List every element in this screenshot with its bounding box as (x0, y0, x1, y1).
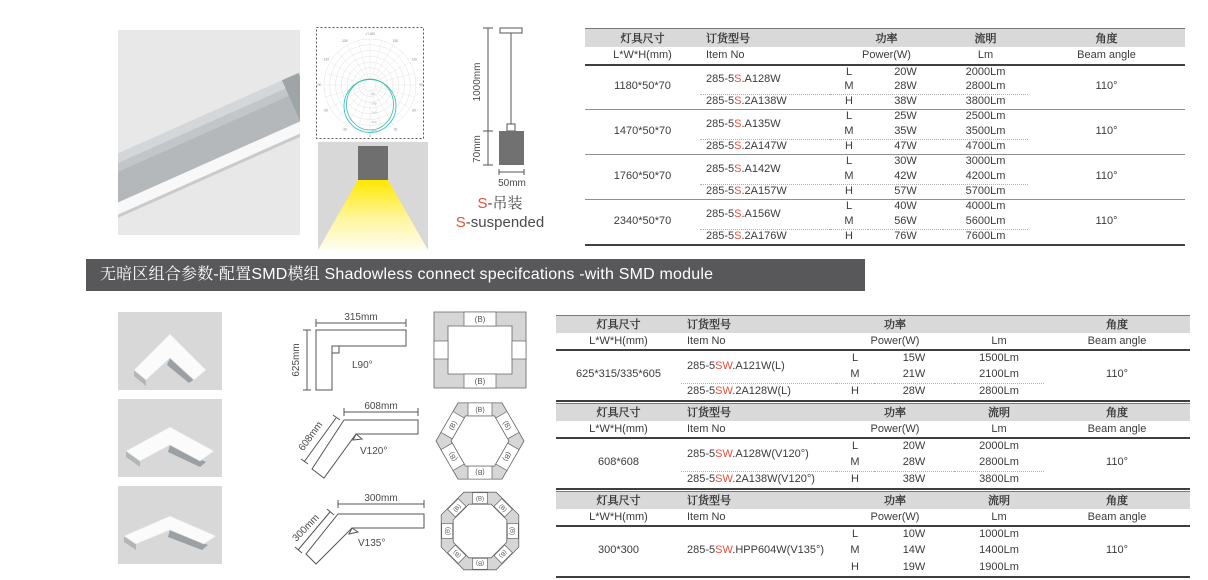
header-dim-en: L*W*H(mm) (556, 333, 681, 350)
item-no-part: 285-5 (706, 185, 735, 198)
item-no-cell (700, 65, 830, 95)
ring-segment (496, 443, 519, 470)
dimension-cell: 1470*50*70 (585, 110, 700, 155)
polar-angle-label: 120 (411, 57, 418, 62)
header-lumen-en: Lm (943, 47, 1028, 65)
item-no-cell (700, 230, 830, 245)
item-no-cell (700, 110, 830, 140)
segment-label: (B) (501, 450, 512, 463)
beam-angle-cell: 110° (1028, 110, 1185, 155)
mode-cell: M (850, 544, 860, 557)
beam-photo (318, 142, 428, 250)
polar-value-label: 240 (371, 110, 377, 115)
layout-diagram-square (428, 307, 532, 393)
header-item-cn: 订货型号 (681, 316, 836, 333)
ring-segment (496, 412, 519, 439)
polar-angle-label: 90 (419, 83, 423, 88)
lumen-cell: 2000Lm (979, 439, 1019, 452)
lumen-cell: 5700Lm (943, 185, 1028, 200)
header-power-cn: 功率 (836, 316, 954, 333)
polar-angle-label: 0 (369, 134, 371, 139)
mode-cell: M (844, 214, 854, 227)
mode-cell: H (830, 230, 868, 245)
item-no-part: 285-5 (706, 140, 735, 153)
segment-label: (B) (497, 503, 508, 514)
ring-segment (442, 524, 453, 539)
suspension-diagram (438, 20, 562, 192)
polar-angle-label: -120 (322, 57, 330, 62)
item-no-part: 285-5 (706, 95, 735, 108)
spec-table (585, 28, 1185, 246)
header-angle-cn: 角度 (1044, 316, 1190, 333)
item-no-part: .A128W (741, 72, 781, 85)
polar-angle-label: 60 (412, 108, 417, 113)
power-cell: 25W (868, 110, 943, 125)
item-no-cell (681, 384, 836, 401)
header-item-en: Item No (681, 333, 836, 350)
item-no-part: 285-5 (706, 207, 735, 220)
power-cell: 28W (902, 455, 926, 468)
connector-diagram-l90 (286, 310, 418, 398)
item-no-part: .2A176W (741, 229, 787, 242)
item-no-cell (700, 155, 830, 185)
power-cell: 57W (868, 185, 943, 200)
header-angle-cn: 角度 (1044, 404, 1190, 421)
dim-1000mm: 1000mm (472, 62, 483, 102)
item-no-part: 285-5 (706, 72, 735, 85)
mode-cell: L (845, 65, 853, 78)
caption-red-letter: S (455, 214, 466, 231)
polar-angle-label: -/+180 (365, 32, 375, 37)
spec-table-v135 (556, 491, 1190, 578)
header-dim-en: L*W*H(mm) (556, 421, 681, 438)
header-lumen-en: Lm (954, 333, 1044, 350)
ring-segment (473, 493, 488, 504)
lumen-cell: 1000Lm (979, 527, 1019, 540)
power-cell: 28W (894, 79, 917, 92)
lumen-cell: 3800Lm (954, 472, 1044, 489)
table-row (585, 200, 1185, 215)
polar-angle-label: 30 (393, 127, 398, 132)
power-cell: 56W (894, 214, 917, 227)
polar-angle-label: -30 (342, 127, 347, 132)
power-cell: 40W (868, 200, 943, 215)
segment-label: (B) (474, 377, 486, 386)
caption-red-letter: S (477, 195, 488, 212)
dim-label: 608mm (296, 419, 326, 454)
polar-value-label: 160 (371, 101, 377, 106)
lumen-cell: 3500Lm (965, 124, 1006, 137)
mode-cell: H (830, 95, 868, 110)
polar-value-label: 80 (371, 92, 375, 97)
item-no-cell (700, 140, 830, 155)
item-no-part: .2A157W (741, 185, 787, 198)
table-row (556, 350, 1190, 367)
power-cell: 35W (894, 124, 917, 137)
item-no-part: .A135W (741, 117, 781, 130)
item-no-part: SW (715, 447, 733, 460)
item-no-part: S (734, 72, 742, 85)
mode-cell: L (830, 155, 868, 170)
item-no-part: .2A138W (741, 95, 787, 108)
dim-label: 300mm (364, 493, 398, 504)
header-angle-en: Beam angle (1044, 333, 1190, 350)
mode-cell: M (844, 169, 854, 182)
lumen-cell: 2800Lm (954, 384, 1044, 401)
header-item-en: Item No (681, 421, 836, 438)
power-cell: 30W (868, 155, 943, 170)
lumen-cell: 1400Lm (979, 544, 1019, 557)
polar-angle-label: -60 (323, 108, 329, 113)
segment-label: (B) (508, 527, 515, 535)
header-power-cn: 功率 (836, 404, 954, 421)
caption-en: -suspended (465, 214, 545, 231)
power-cell: 76W (868, 230, 943, 245)
item-no-part: S (734, 185, 742, 198)
fixture-body (499, 131, 524, 165)
header-lumen-en: Lm (954, 509, 1044, 526)
lumen-cell: 4700Lm (943, 140, 1028, 155)
polar-value-label: 320 (371, 119, 377, 124)
item-no-part: .A121W(L) (732, 359, 785, 372)
item-no-cell (681, 350, 836, 384)
lumen-cell: 2800Lm (979, 455, 1019, 468)
segment-label: (B) (445, 527, 452, 535)
item-no-part: SW (715, 472, 733, 485)
header-lumen-cn: 流明 (954, 404, 1044, 421)
item-no-part: S (734, 207, 742, 220)
item-no-part: 285-5 (687, 384, 716, 397)
table-row (585, 65, 1185, 80)
power-cell: 20W (894, 65, 917, 78)
lumen-cell: 5600Lm (965, 214, 1006, 227)
item-no-cell (681, 526, 836, 577)
ring-segment (441, 412, 464, 439)
photometric-polar-diagram (316, 27, 424, 139)
mode-cell: L (830, 110, 868, 125)
header-dim-cn: 灯具尺寸 (556, 404, 681, 421)
item-no-cell (681, 438, 836, 472)
dimension-cell: 625*315/335*605 (575, 368, 662, 381)
connector-diagram-v135 (286, 488, 426, 576)
item-no-part: 285-5 (706, 117, 735, 130)
dim-70mm: 70mm (472, 135, 483, 163)
dimension-cell: 2340*50*70 (585, 200, 700, 245)
spec-table-l90 (556, 315, 1190, 402)
segment-label: (B) (452, 548, 463, 559)
polar-angle-label: 150 (392, 39, 399, 44)
layout-diagram-octagon (428, 486, 532, 576)
item-no-part: S (734, 95, 742, 108)
power-cell: 19W (902, 560, 926, 573)
segment-label: (B) (501, 419, 512, 432)
dimension-cell: 300*300 (598, 544, 639, 557)
power-cell: 20W (902, 439, 926, 452)
header-item-en: Item No (700, 47, 830, 65)
mode-cell: H (836, 472, 874, 489)
item-no-part: .A156W (741, 207, 781, 220)
connector-photo-v135 (118, 486, 222, 564)
mode-cell: L (851, 439, 859, 452)
power-cell: 28W (874, 384, 954, 401)
ring-segment (473, 558, 488, 569)
header-dim-cn: 灯具尺寸 (585, 29, 700, 47)
power-cell: 47W (868, 140, 943, 155)
beam-angle-cell: 110° (1095, 80, 1118, 93)
lumen-cell: 4200Lm (965, 169, 1006, 182)
spec-table (556, 315, 1190, 402)
power-cell: 42W (894, 169, 917, 182)
item-no-part: SW (715, 359, 733, 372)
item-no-part: 285-5 (706, 229, 735, 242)
header-power-cn: 功率 (830, 29, 943, 47)
ring-segment (468, 403, 492, 416)
power-cell: 38W (868, 95, 943, 110)
polar-value-label: 400 (371, 129, 377, 133)
item-no-part: 285-5 (687, 544, 716, 557)
beam-angle-cell: 110° (1106, 368, 1128, 381)
mode-cell: M (844, 79, 854, 92)
segment-label: (B) (476, 496, 484, 503)
connector-diagram-v120 (286, 398, 426, 486)
beam-angle-cell: 110° (1028, 155, 1185, 200)
mode-cell: H (830, 185, 868, 200)
lumen-cell: 2500Lm (943, 110, 1028, 125)
mode-cell: H (830, 140, 868, 155)
mode-cell: H (851, 560, 859, 573)
item-no-part: .2A138W(V120°) (732, 472, 815, 485)
header-dim-cn: 灯具尺寸 (556, 316, 681, 333)
header-lumen-cn: 流明 (943, 29, 1028, 47)
mode-cell: L (851, 351, 859, 364)
spec-table (556, 403, 1190, 490)
item-no-part: .A128W(V120°) (732, 447, 809, 460)
lumen-cell: 2800Lm (965, 79, 1006, 92)
lumen-cell: 2000Lm (965, 65, 1006, 78)
item-no-part: S (734, 140, 742, 153)
beam-angle-cell: 110° (1028, 200, 1185, 245)
item-no-part: SW (715, 544, 733, 557)
mode-cell: M (844, 124, 854, 137)
caption-cn: -吊装 (487, 195, 523, 212)
spec-table (556, 491, 1190, 578)
power-cell: 15W (902, 351, 926, 364)
suspension-caption (430, 194, 570, 232)
segment-label: (B) (497, 548, 508, 559)
segment-label: (B) (448, 419, 459, 432)
header-dim-en: L*W*H(mm) (556, 509, 681, 526)
fixture-end-view (358, 146, 388, 180)
lumen-cell: 7600Lm (943, 230, 1028, 245)
ring-segment (434, 341, 448, 359)
header-dim-cn: 灯具尺寸 (556, 492, 681, 509)
item-no-part: 285-5 (687, 447, 716, 460)
spec-table-v120 (556, 403, 1190, 490)
header-dim-en: L*W*H(mm) (585, 47, 700, 65)
ring-segment (512, 341, 526, 359)
header-angle-en: Beam angle (1044, 509, 1190, 526)
header-angle-en: Beam angle (1028, 47, 1185, 65)
lumen-cell: 3800Lm (943, 95, 1028, 110)
lumen-cell: 2100Lm (979, 367, 1019, 380)
header-angle-cn: 角度 (1028, 29, 1185, 47)
layout-diagram-hexagon (424, 395, 536, 487)
mode-cell: L (851, 527, 859, 540)
segment-label: (B) (452, 503, 463, 514)
table-row (585, 110, 1185, 125)
beam-angle-cell: 110° (1106, 456, 1128, 469)
item-no-part: .HPP604W(V135°) (732, 544, 825, 557)
mode-cell: L (830, 200, 868, 215)
item-no-part: 285-5 (687, 472, 716, 485)
connector-photo-v120 (118, 399, 222, 477)
mode-cell: H (836, 384, 874, 401)
item-no-part: 285-5 (687, 359, 716, 372)
header-item-en: Item No (681, 509, 836, 526)
beam-angle-cell: 110° (1106, 544, 1128, 557)
item-no-part: S (734, 162, 742, 175)
segment-label: (B) (475, 468, 485, 476)
header-item-cn: 订货型号 (681, 492, 836, 509)
item-no-part: S (734, 117, 742, 130)
header-power-en: Power(W) (836, 509, 954, 526)
table-row (556, 438, 1190, 455)
lumen-cell: 1500Lm (979, 351, 1019, 364)
segment-label: (B) (448, 450, 459, 463)
angle-label: V135° (358, 538, 386, 549)
header-power-en: Power(W) (836, 333, 954, 350)
header-angle-en: Beam angle (1044, 421, 1190, 438)
dimension-cell: 1760*50*70 (585, 155, 700, 200)
connector-photo-l90 (118, 312, 222, 390)
item-no-part: S (734, 229, 742, 242)
section-banner: 无暗区组合参数-配置SMD模组 Shadowless connect specifcations -with SMD module (86, 259, 865, 291)
dim-50mm: 50mm (498, 178, 526, 189)
header-lumen-cn: 流明 (954, 492, 1044, 509)
item-no-cell (700, 200, 830, 230)
header-item-cn: 订货型号 (681, 404, 836, 421)
angle-label: L90° (352, 360, 373, 371)
header-lumen-cn (954, 316, 1044, 333)
mode-cell: M (850, 367, 860, 380)
dim-label: 608mm (364, 401, 398, 412)
item-no-part: SW (715, 384, 733, 397)
dim-label: 625mm (291, 343, 302, 377)
polar-angle-label: -90 (316, 83, 322, 88)
header-power-cn: 功率 (836, 492, 954, 509)
dimension-cell: 608*608 (598, 456, 639, 469)
segment-label: (B) (475, 406, 485, 414)
table-row (585, 155, 1185, 170)
header-power-en: Power(W) (830, 47, 943, 65)
item-no-cell (700, 95, 830, 110)
item-no-part: .2A147W (741, 140, 787, 153)
ring-segment (441, 443, 464, 470)
table-row (556, 526, 1190, 543)
item-no-part: .2A128W(L) (732, 384, 791, 397)
lumen-cell: 3000Lm (943, 155, 1028, 170)
header-lumen-en: Lm (954, 421, 1044, 438)
segment-label: (B) (474, 315, 486, 324)
power-cell: 10W (902, 527, 926, 540)
lumen-cell: 4000Lm (943, 200, 1028, 215)
top-spec-table (585, 28, 1185, 246)
mode-cell: M (850, 455, 860, 468)
dim-label: 300mm (290, 512, 322, 545)
power-cell: 38W (874, 472, 954, 489)
lumen-cell: 1900Lm (979, 560, 1019, 573)
dimension-cell: 1180*50*70 (614, 80, 671, 93)
ring-segment (468, 466, 492, 479)
polar-angle-label: -150 (341, 39, 348, 44)
header-item-cn: 订货型号 (700, 29, 830, 47)
item-no-cell (681, 472, 836, 489)
power-cell: 14W (902, 544, 926, 557)
ring-segment (507, 524, 518, 539)
angle-label: V120° (360, 446, 388, 457)
item-no-cell (700, 185, 830, 200)
power-cell: 21W (902, 367, 926, 380)
linear-fixture-photo (118, 30, 300, 235)
header-power-en: Power(W) (836, 421, 954, 438)
item-no-part: 285-5 (706, 162, 735, 175)
dim-label: 315mm (344, 312, 378, 323)
item-no-part: .A142W (741, 162, 781, 175)
header-angle-cn: 角度 (1044, 492, 1190, 509)
segment-label: (B) (476, 559, 484, 566)
